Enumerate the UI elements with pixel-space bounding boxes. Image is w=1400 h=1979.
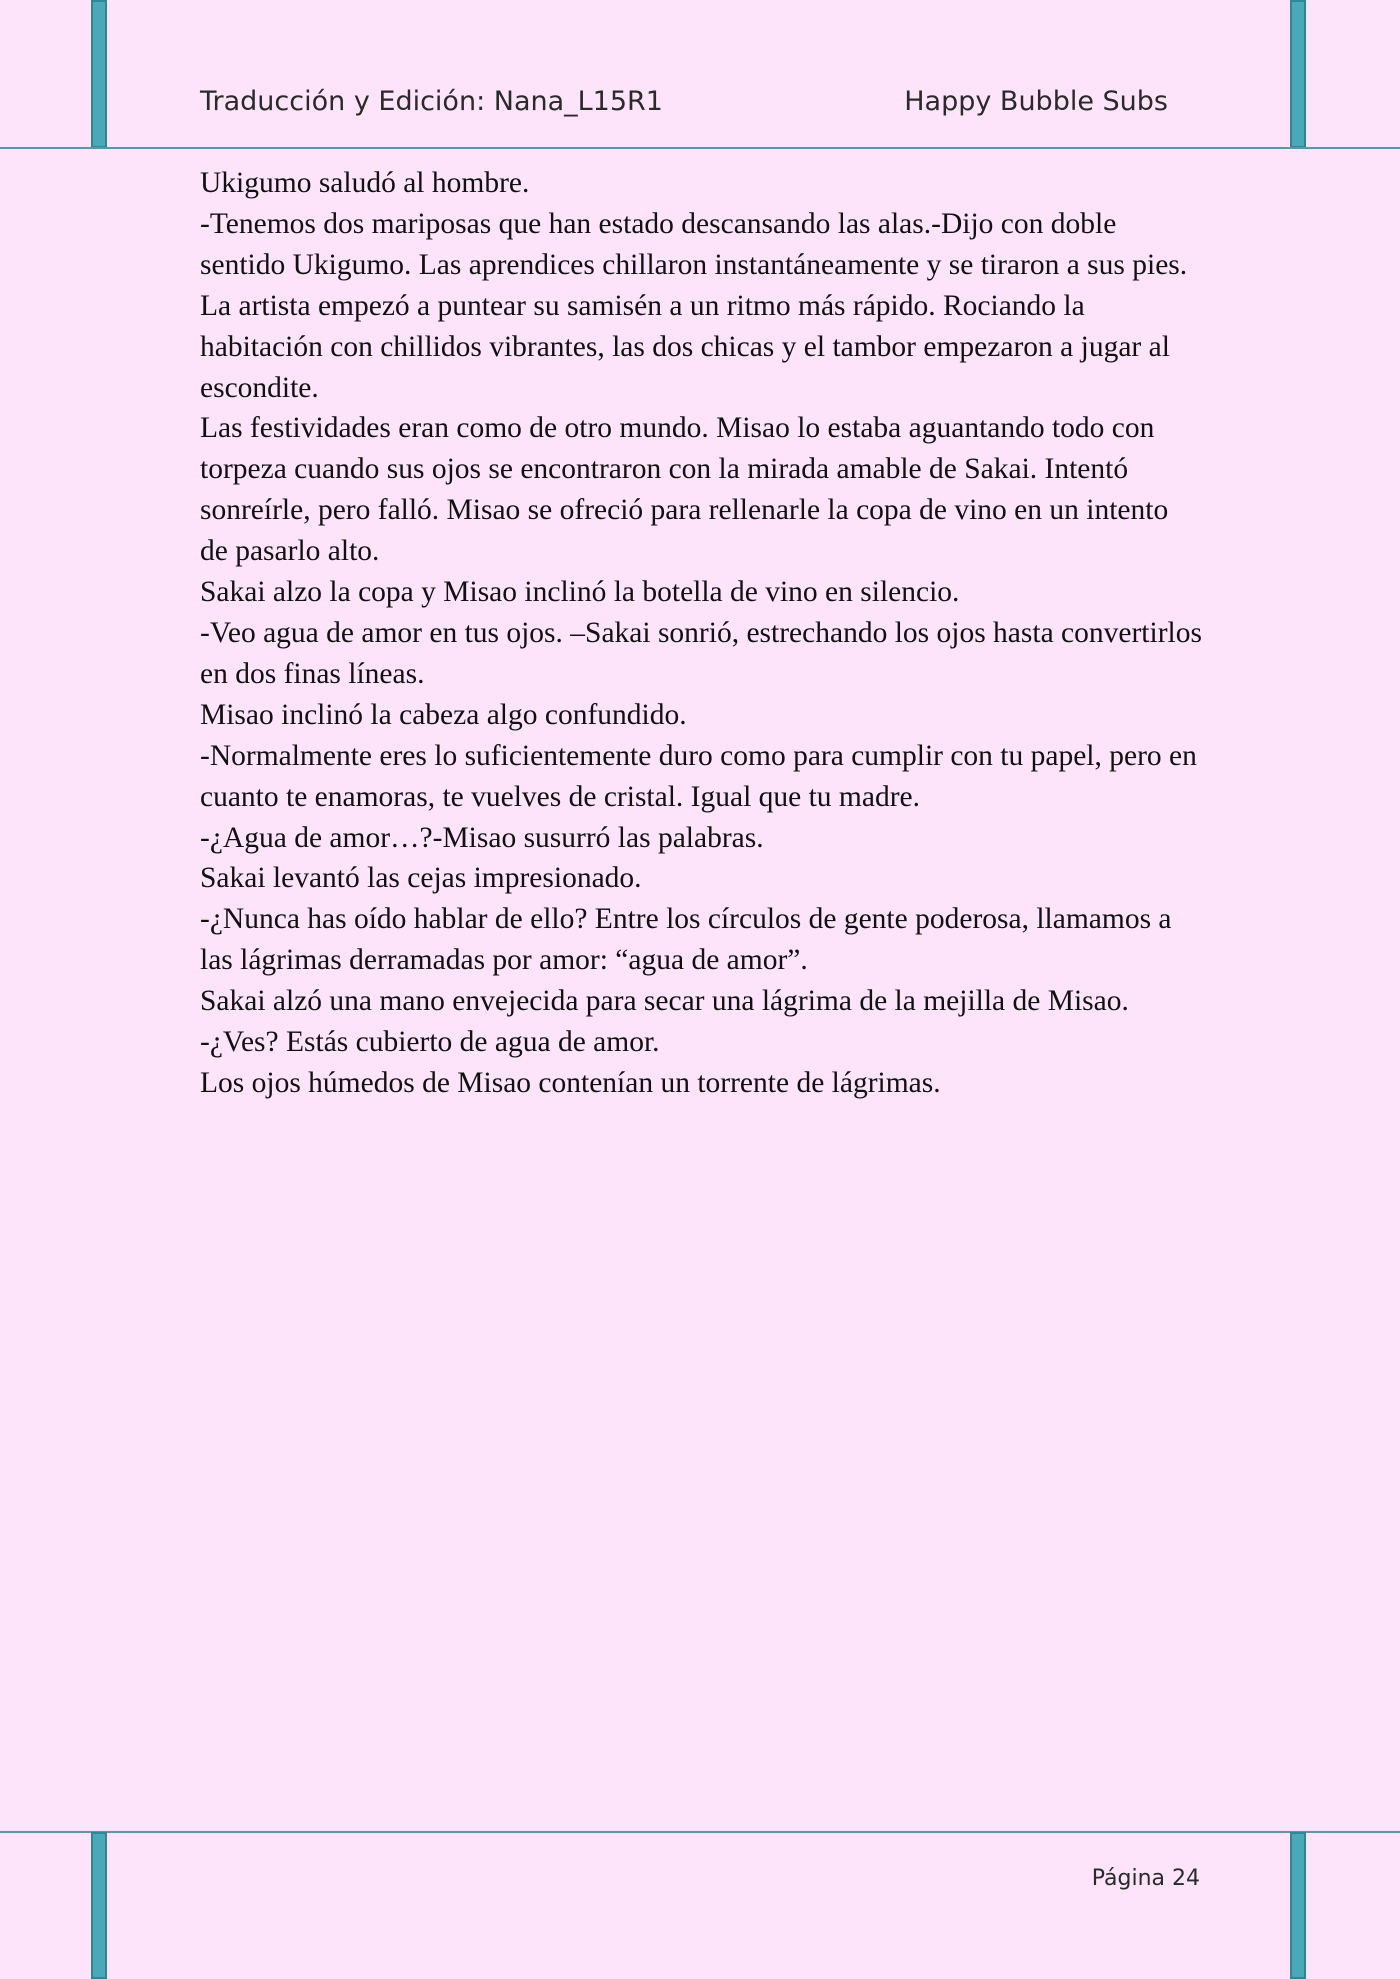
paragraph: Sakai levantó las cejas impresionado. <box>200 862 642 895</box>
paragraph: -Veo agua de amor en tus ojos. –Sakai sonrió, estrechando los ojos hasta convertirlos en dos finas líneas. <box>200 616 1202 690</box>
paragraph: -Normalmente eres lo suficientemente duro como para cumplir con tu papel, pero en cuanto te enamoras, te vuelves de cristal. Igual que tu madre. <box>200 739 1197 813</box>
paragraph: Sakai alzo la copa y Misao inclinó la botella de vino en silencio. <box>200 576 960 609</box>
paragraph: Los ojos húmedos de Misao contenían un torrente de lágrimas. <box>200 1066 941 1099</box>
paragraph: -¿Ves? Estás cubierto de agua de amor. <box>200 1026 660 1059</box>
paragraph: -¿Nunca has oído hablar de ello? Entre los círculos de gente poderosa, llamamos a las lágrimas derramadas por amor: “agua de amor”. <box>200 903 1172 977</box>
header-rule <box>0 147 1400 149</box>
top-right-accent-bar <box>1290 0 1306 148</box>
header-group-name: Happy Bubble Subs <box>904 86 1168 117</box>
paragraph: Las festividades eran como de otro mundo. Misao lo estaba aguantando todo con torpeza cuando sus ojos se encontraron con la mirada amable de Sakai. Intentó sonreírle, pero falló. Misao se ofreció para rellenarle la copa de vino en un intento de pasarlo alto. <box>200 412 1169 568</box>
page-number: Página 24 <box>1091 1866 1200 1891</box>
paragraph: -¿Agua de amor…?-Misao susurró las palabras. <box>200 821 764 854</box>
header-credits: Traducción y Edición: Nana_L15R1 <box>200 86 663 117</box>
top-left-accent-bar <box>91 0 107 148</box>
footer-rule <box>0 1831 1400 1833</box>
paragraph: Misao inclinó la cabeza algo confundido. <box>200 698 687 731</box>
bottom-right-accent-bar <box>1290 1832 1306 1979</box>
body-text <box>200 163 1202 1104</box>
paragraph: Ukigumo saludó al hombre. <box>200 167 530 199</box>
paragraph: -Tenemos dos mariposas que han estado descansando las alas.-Dijo con doble sentido Ukigumo. Las aprendices chillaron instantáneamente y se tiraron a sus pies. La artista empezó a puntear su samisén a un ritmo más rápido. Rociando la habitación con chillidos vibrantes, las dos chicas y el tambor empezaron a jugar al escondite. <box>200 207 1188 404</box>
paragraph: Sakai alzó una mano envejecida para secar una lágrima de la mejilla de Misao. <box>200 985 1129 1018</box>
bottom-left-accent-bar <box>91 1832 107 1979</box>
